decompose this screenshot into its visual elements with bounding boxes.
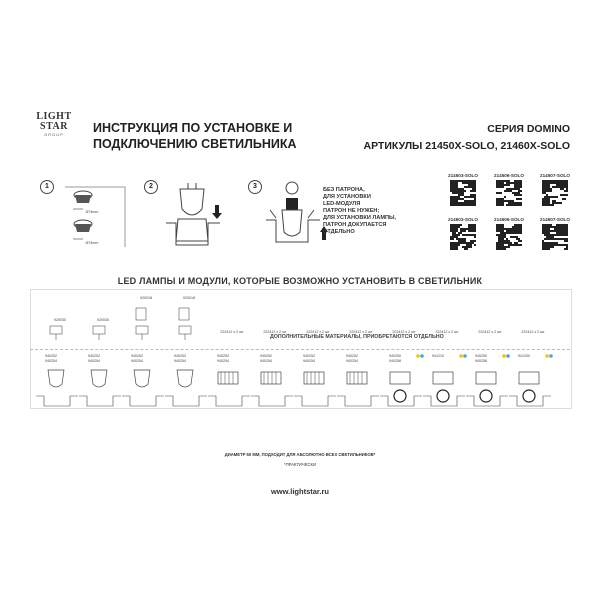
accessory-code: 222412 x 2 шт	[478, 330, 502, 334]
website-url[interactable]: www.lightstar.ru	[270, 487, 330, 496]
note-line: ОТДЕЛЬНО	[323, 229, 355, 235]
lamp-code: 940254	[303, 359, 315, 363]
qr-label: 214507-SOLO	[540, 173, 570, 178]
qr-code[interactable]	[542, 224, 568, 250]
lamp-code: 940252	[303, 354, 315, 358]
logo-line2: STAR	[40, 121, 68, 132]
note-line: ДЛЯ УСТАНОВКИ	[323, 194, 371, 200]
lamp-code: 940252	[88, 354, 100, 358]
series-info	[356, 121, 570, 155]
module-illustration	[120, 300, 166, 410]
lamp-code: 940254	[260, 359, 272, 363]
qr-code[interactable]	[450, 180, 476, 206]
step-3-number: 3	[248, 180, 262, 194]
note-line: ПАТРОН ДОКУПАЕТСЯ	[323, 222, 387, 228]
accessory-code: 222412 x 2 шт	[392, 330, 416, 334]
accessory-code: 222412 x 2 шт	[306, 330, 330, 334]
lamp-code: 940254	[346, 359, 358, 363]
step-2-illustration	[160, 183, 232, 249]
module-illustration	[249, 300, 295, 410]
qr-code[interactable]	[542, 180, 568, 206]
lamp-code: 940252	[45, 354, 57, 358]
lamp-code: 940250	[475, 354, 487, 358]
practically-note: *ПРАКТИЧЕСКИ	[283, 462, 316, 467]
lamp-code: 940254	[45, 359, 57, 363]
accessory-code: 920030	[54, 318, 66, 322]
module-illustration	[206, 300, 252, 410]
lamp-code: 940252	[260, 354, 272, 358]
module-illustration	[421, 300, 467, 410]
modules-section-title: LED ЛАМПЫ И МОДУЛИ, КОТОРЫЕ ВОЗМОЖНО УСТАНОВИТЬ В СВЕТИЛЬНИК	[117, 276, 483, 286]
qr-code[interactable]	[496, 180, 522, 206]
lamp-code: 940252	[346, 354, 358, 358]
socket-note	[323, 187, 438, 236]
step-2-number: 2	[144, 180, 158, 194]
module-illustration	[34, 300, 80, 410]
lamp-code: 940258	[475, 359, 487, 363]
series-name: СЕРИЯ DOMINO	[487, 123, 570, 135]
note-line: ДЛЯ УСТАНОВКИ ЛАМПЫ,	[323, 215, 397, 221]
title-line2: ПОДКЛЮЧЕНИЮ СВЕТИЛЬНИКА	[93, 137, 297, 151]
instruction-title	[93, 120, 323, 152]
accessory-code: 222412 x 2 шт	[521, 330, 545, 334]
article-numbers: АРТИКУЛЫ 21450X-SOLO, 21460X-SOLO	[363, 140, 570, 152]
qr-label: 214607-SOLO	[540, 217, 570, 222]
lamp-code: 940254	[88, 359, 100, 363]
accessory-code: 920030	[97, 318, 109, 322]
module-illustration	[464, 300, 510, 410]
lamp-code: 941210	[432, 354, 444, 358]
qr-label: 214506-SOLO	[494, 173, 524, 178]
qr-label: 214603-SOLO	[448, 217, 478, 222]
additional-materials-label: ДОПОЛНИТЕЛЬНЫЕ МАТЕРИАЛЫ, ПРИОБРЕТАЮТСЯ ОТДЕЛЬНО	[270, 334, 444, 340]
accessory-code: 222412 x 2 шт	[435, 330, 459, 334]
title-line1: ИНСТРУКЦИЯ ПО УСТАНОВКЕ И	[93, 121, 293, 135]
qr-label: 214503-SOLO	[448, 173, 478, 178]
step-1-dim-bottom: Ø74mm	[85, 241, 99, 245]
accessory-code: 222412 x 2 шт	[220, 330, 244, 334]
module-illustration	[77, 300, 123, 410]
accessory-code: 920018	[140, 296, 152, 300]
module-illustration	[335, 300, 381, 410]
step-1-dim-top: Ø74mm	[85, 210, 99, 214]
brand-logo	[35, 112, 73, 152]
lamp-code: 940252	[174, 354, 186, 358]
note-line: БЕЗ ПАТРОНА,	[323, 187, 365, 193]
module-illustration	[507, 300, 553, 410]
qr-label: 214606-SOLO	[494, 217, 524, 222]
accessory-code: 920018	[183, 296, 195, 300]
lamp-code: 940252	[131, 354, 143, 358]
logo-line1: LIGHT	[36, 111, 72, 122]
lamp-code: 940254	[131, 359, 143, 363]
module-illustration	[292, 300, 338, 410]
logo-line3: GROUP	[44, 132, 64, 137]
qr-code[interactable]	[450, 224, 476, 250]
accessory-code: 222412 x 2 шт	[263, 330, 287, 334]
qr-code[interactable]	[496, 224, 522, 250]
lamp-code: 941200	[518, 354, 530, 358]
lamp-code: 940258	[389, 359, 401, 363]
lamp-code: 940250	[389, 354, 401, 358]
note-line: ПАТРОН НЕ НУЖЕН;	[323, 208, 380, 214]
note-line: LED-МОДУЛЯ	[323, 201, 361, 207]
lamp-code: 940254	[217, 359, 229, 363]
lamp-code: 940252	[217, 354, 229, 358]
lamp-code: 940254	[174, 359, 186, 363]
step-1-number: 1	[40, 180, 54, 194]
module-illustration	[378, 300, 424, 410]
module-illustration	[163, 300, 209, 410]
step-1-illustration	[55, 183, 127, 249]
diameter-note: ДИАМЕТР 50 ММ, ПОДХОДИТ ДЛЯ АБСОЛЮТНО ВСЕХ СВЕТИЛЬНИКОВ*	[224, 452, 376, 457]
step-3-illustration	[262, 180, 332, 250]
accessory-code: 222412 x 2 шт	[349, 330, 373, 334]
